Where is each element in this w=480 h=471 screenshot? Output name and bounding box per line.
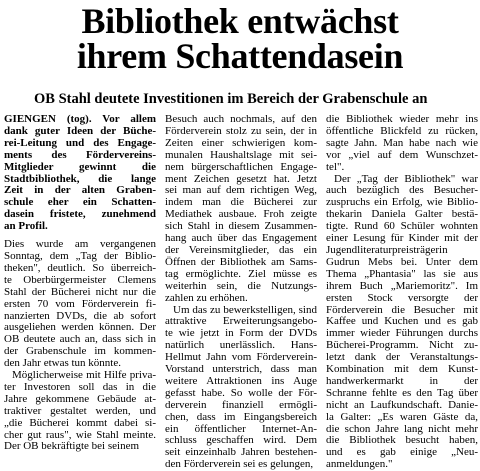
text-line: nem bürgerschaftlichen Engage- xyxy=(165,160,317,173)
text-line: weitere Attraktionen ins Auge xyxy=(165,374,317,387)
article-columns xyxy=(4,113,478,471)
text-line: Der OB bekräftigte bei seinem xyxy=(4,440,140,453)
text-line: Dies wurde am vergangenen xyxy=(4,238,156,251)
text-line: Förderverein stolz zu sein, der in xyxy=(165,124,317,137)
text-line: auch bezüglich des Besucher- xyxy=(326,184,478,197)
text-line: den Jahr etwas tun könnte. xyxy=(4,357,121,370)
text-line: Förderverein die Besucher mit xyxy=(326,303,478,316)
text-line: sei man auf dem richtigen Weg, xyxy=(165,184,317,197)
text-line: Hellmut Jahn vom Förderverein- xyxy=(165,351,317,364)
text-line: den Förderverein sei es gelungen, xyxy=(165,458,314,471)
text-line: GIENGEN (tog). Vor allem xyxy=(4,113,156,125)
text-line: öffentliche Blickfeld zu rücken, xyxy=(326,124,478,137)
text-line: Sonntag, dem „Tag der Biblio- xyxy=(4,249,156,262)
text-line: Zeit in der alten Graben- xyxy=(4,184,156,197)
text-line: an Profil. xyxy=(4,220,48,233)
text-line: weiterhin sein, die Nutzungs- xyxy=(165,279,317,292)
text-line: handwerkermarkt in der xyxy=(326,374,478,387)
text-line: Vorstand unterstrich, dass man xyxy=(165,363,317,376)
text-line: te wie jetzt in Form der DVDs xyxy=(165,327,317,340)
text-line: sagte Jahn. Man habe nach wie xyxy=(326,136,478,149)
text-line: Zeiten einer schwierigen kom- xyxy=(165,136,317,149)
text-line: zahlen zu erhöhen. xyxy=(165,291,248,304)
text-line: Möglicherweise mit Hilfe priva- xyxy=(12,369,156,382)
text-line: Mediathek ausbaue. Froh zeigte xyxy=(165,208,317,221)
text-line: nicht an Laufkundschaft. Danie- xyxy=(326,398,478,411)
article-subheadline: OB Stahl deutete Investitionen im Bereich der Grabenschule an xyxy=(34,91,428,107)
text-line: ments des Fördervereins- xyxy=(4,148,156,161)
text-line: ment Zeichen gesetzt hat. Jetzt xyxy=(165,172,317,185)
text-line: Schranne fehlte es den Tag über xyxy=(326,386,478,399)
text-line: tag ermöglichte. Ziel müsse es xyxy=(165,267,317,280)
text-line: te Oberbürgermeister Clemens xyxy=(4,273,156,286)
text-line: die Bibliothek wieder mehr ins xyxy=(326,113,478,125)
text-line: die schon Jahre lang nicht mehr xyxy=(326,422,478,435)
text-line: OB deutete auch an, dass sich in xyxy=(4,333,156,346)
article-body-column-3 xyxy=(326,114,478,471)
text-line: dank guter Ideen der Büche- xyxy=(4,124,156,137)
text-line: „die Bücherei kommt dabei si- xyxy=(4,416,156,429)
text-line: Jahre gekommene Gebäude at- xyxy=(4,392,156,405)
text-line: dasein fristete, zunehmend xyxy=(4,208,156,221)
text-line: Öffnen der Bibliothek am Sams- xyxy=(165,255,317,268)
text-line: schluss geschaffen wird. Dem xyxy=(165,434,317,447)
article-column-1 xyxy=(4,113,156,453)
text-line: der Grabenschule im kommen- xyxy=(4,345,156,358)
article-body-column-1 xyxy=(4,239,156,453)
text-line: ter Investoren soll das in die xyxy=(4,380,156,393)
text-line: munalen Haushaltslage mit sei- xyxy=(165,148,317,161)
text-line: traktiver gestaltet werden, und xyxy=(4,404,156,417)
text-line: Jugendliteraturpreisträgerin xyxy=(326,243,448,256)
text-line: die Bibliothek besucht haben, xyxy=(326,434,478,447)
text-line: cher gut raus", wie Stahl meinte. xyxy=(4,428,156,441)
text-line: tel". xyxy=(326,160,345,173)
text-line: anmeldungen." xyxy=(326,458,393,471)
text-line: ein öffentlicher Internet-An- xyxy=(165,422,317,435)
text-line: zuspruchs ein Erfolg, wie Biblio- xyxy=(326,196,478,209)
text-line: seit einzeinhalb Jahren bestehen- xyxy=(165,446,317,459)
text-line: derverein finanziell ermögli- xyxy=(165,398,317,411)
text-line: immer wieder Führungen durchs xyxy=(326,327,478,340)
text-line: theken", deutlich. So überreich- xyxy=(4,261,156,274)
text-line: indem man die Bücherei zur xyxy=(165,196,317,209)
article-column-3 xyxy=(326,113,478,471)
article-lead xyxy=(4,114,156,233)
headline-line-2: ihrem Schattendasein xyxy=(76,36,404,76)
article-headline xyxy=(0,0,480,74)
text-line: chen, dass im Eingangsbereich xyxy=(165,410,317,423)
text-line: der Vereinsmitglieder, das ein xyxy=(165,243,317,256)
text-line: ersten Stock versorgte der xyxy=(326,291,478,304)
text-line: Thema „Phantasia" las sie aus xyxy=(326,267,478,280)
text-line: rei-Leitung und des Engage- xyxy=(4,136,156,149)
text-line: ersten 70 vom Förderverein fi- xyxy=(4,297,156,310)
text-line: sich Stahl in diesem Zusammen- xyxy=(165,220,317,233)
text-line: Um das zu bewerkstelligen, sind xyxy=(173,303,317,316)
text-line: tigte. Rund 60 Schüler wohnten xyxy=(326,220,478,233)
text-line: vor „viel auf dem Wunschzet- xyxy=(326,148,478,161)
text-line: Gudrun Mebs bei. Unter dem xyxy=(326,255,478,268)
text-line: Bücherei-Programm. Nicht zu- xyxy=(326,339,478,352)
text-line: Kaffee und Kuchen und es gab xyxy=(326,315,478,328)
text-line: Besuch auch nochmals, auf den xyxy=(165,113,317,125)
text-line: und es gab einige „Neu- xyxy=(326,446,478,459)
text-line: gefasst habe. So wolle der För- xyxy=(165,386,317,399)
text-line: ihrem Buch „Mariemoritz". Im xyxy=(326,279,478,292)
text-line: letzt dank der Veranstaltungs- xyxy=(326,351,478,364)
text-line: natürlich unerlässlich. Hans- xyxy=(165,339,317,352)
text-line: hang auch über das Engagement xyxy=(165,232,317,245)
text-line: Stadtbibliothek, die lange xyxy=(4,172,156,185)
text-line: schule eher ein Schatten- xyxy=(4,196,156,209)
text-line: nanzierten DVDs, die ab sofort xyxy=(4,309,156,322)
article-body-column-2 xyxy=(165,114,317,471)
text-line: Mitglieder gewinnt die xyxy=(4,160,156,173)
text-line: Kombination mit dem Kunst- xyxy=(326,363,478,376)
text-line: Der „Tag der Bibliothek" war xyxy=(334,172,478,185)
text-line: Stahl der Bücherei nicht nur die xyxy=(4,285,156,298)
text-line: la Galter: „Es waren Gäste da, xyxy=(326,410,478,423)
text-line: attraktive Erweiterungsangebo- xyxy=(165,315,317,328)
headline-line-1: Bibliothek entwächst xyxy=(81,1,399,41)
text-line: ausgeliehen werden können. Der xyxy=(4,321,156,334)
text-line: thekarin Daniela Galter bestä- xyxy=(326,208,478,221)
text-line: einer Lesung für Kinder mit der xyxy=(326,232,478,245)
article-column-2 xyxy=(165,113,317,471)
